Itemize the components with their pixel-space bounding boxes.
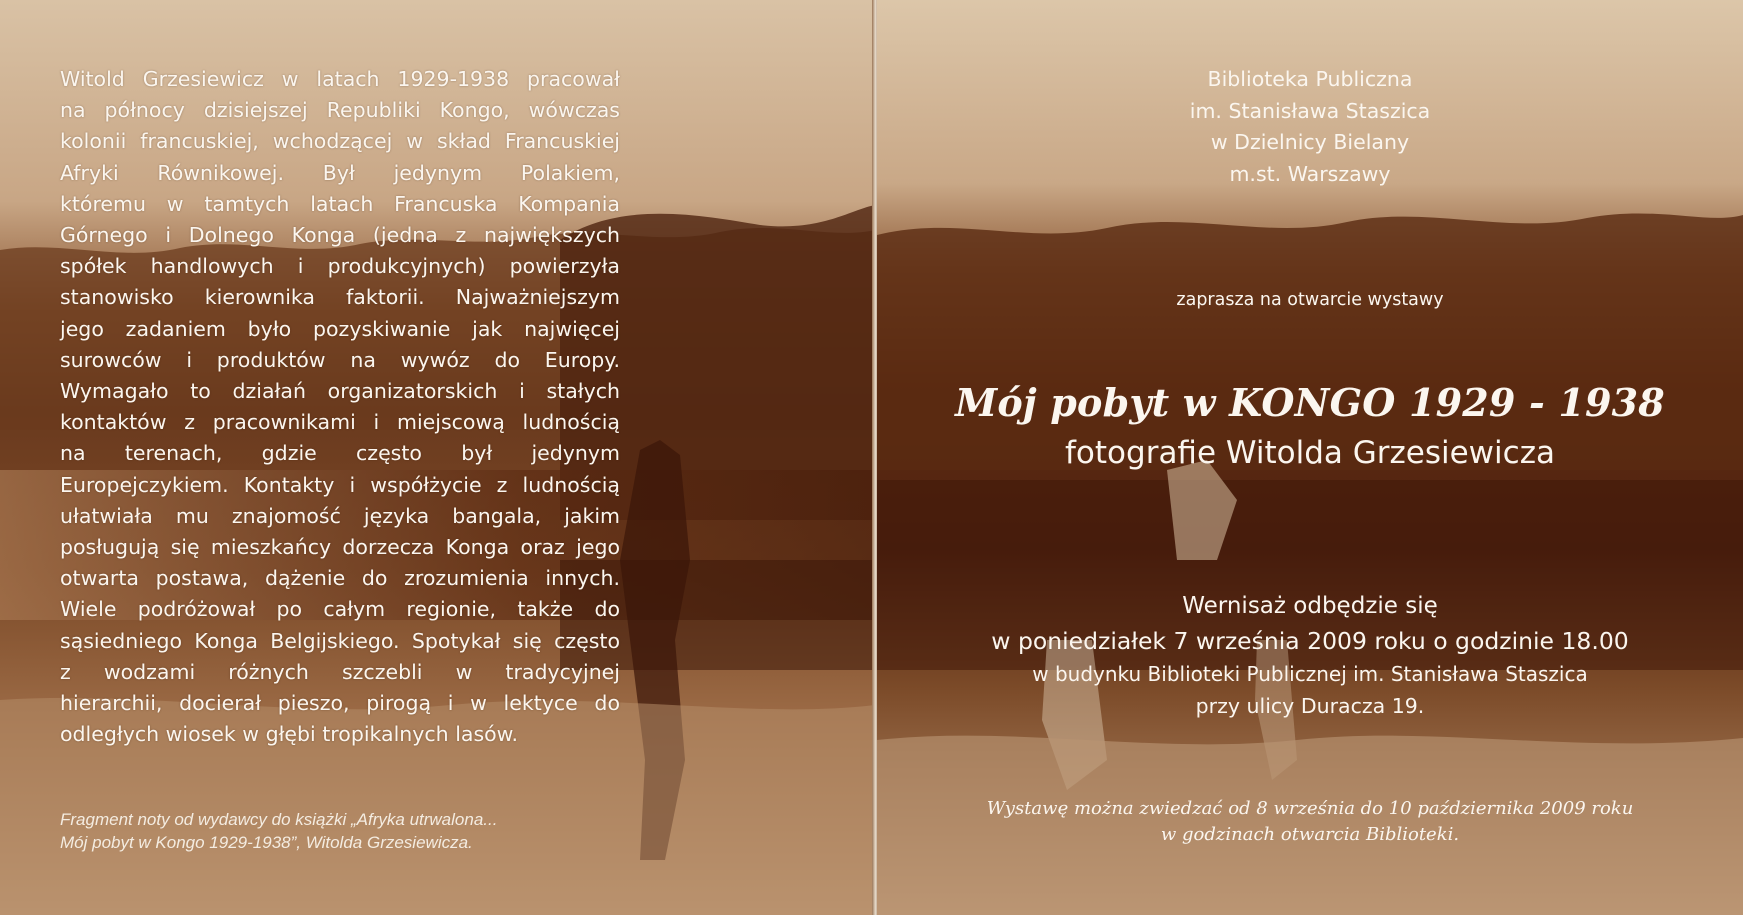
biography-line: Witold Grzesiewicz w latach 1929-1938 pracował (60, 67, 620, 91)
biography-line: otwarta postawa, dążenie do zrozumienia innych. (60, 566, 620, 591)
biography-line: surowców i produktów na wywóz do Europy. (60, 347, 620, 372)
biography-line: Afryki Równikowej. Był jedynym Polakiem, (60, 160, 620, 185)
biography-line: posługują się mieszkańcy dorzecza Konga oraz jego (60, 535, 620, 560)
biography-line: spółek handlowych i produkcyjnych) powierzyła (60, 254, 620, 279)
exhibition-title-text: Mój pobyt w KONGO 1929 - 1938 (955, 380, 1665, 425)
biography-line: kontaktów z pracownikami i miejscową ludnością (60, 410, 620, 435)
biography-line: na terenach, gdzie często był jedynym (60, 441, 620, 466)
biography-line: z wodzami różnych szczebli w tradycyjnej (60, 659, 620, 684)
biography-line: hierarchii, docierał pieszo, pirogą i w lektyce do (60, 691, 620, 716)
biography-text (60, 64, 620, 750)
biography-line: Górnego i Dolnego Konga (jedna z największych (60, 223, 620, 248)
biography-line: na północy dzisiejszej Republiki Kongo, wówczas (60, 98, 620, 123)
invitation-line: zaprasza na otwarcie wystawy (1176, 290, 1444, 310)
library-line: Biblioteka Publiczna (1207, 67, 1413, 91)
caption-line: Fragment noty od wydawcy do książki „Afryka utrwalona... (60, 810, 498, 829)
exhibition-hours (877, 796, 1743, 848)
biography-line: kolonii francuskiej, wchodzącej w skład Francuskiej (60, 129, 620, 154)
vernissage-line: Wernisaż odbędzie się (1182, 593, 1438, 619)
invitation-text (877, 288, 1743, 312)
library-line: w Dzielnicy Bielany (1210, 130, 1410, 154)
biography-line: ułatwiała mu znajomość języka bangala, jakim (60, 503, 620, 528)
exhibition-title (877, 380, 1743, 426)
exhibition-subtitle (877, 434, 1743, 472)
hours-line: Wystawę można zwiedzać od 8 września do 10 października 2009 roku (986, 798, 1634, 819)
biography-line: Europejczykiem. Kontakty i współżycie z ludnością (60, 472, 620, 497)
library-line: m.st. Warszawy (1229, 161, 1391, 186)
hours-line: w godzinach otwarcia Biblioteki. (1160, 824, 1460, 845)
biography-line: Wymagało to działań organizatorskich i stałych (60, 379, 620, 404)
biography-line: któremu w tamtych latach Francuska Kompania (60, 191, 620, 216)
vernissage-info (877, 590, 1743, 722)
biography-line: odległych wiosek w głębi tropikalnych lasów. (60, 722, 519, 747)
vernissage-date: w poniedziałek 7 września 2009 roku o godzinie 18.00 (991, 627, 1629, 655)
vernissage-address: przy ulicy Duracza 19. (1195, 694, 1425, 718)
library-name (877, 64, 1743, 190)
biography-line: stanowisko kierownika faktorii. Najważniejszym (60, 285, 620, 310)
vernissage-venue: w budynku Biblioteki Publicznej im. Stanisława Staszica (1032, 662, 1588, 686)
source-caption (60, 808, 620, 854)
right-panel (877, 0, 1743, 915)
caption-line: Mój pobyt w Kongo 1929-1938”, Witolda Grzesiewicza. (60, 833, 473, 852)
biography-line: jego zadaniem było pozyskiwanie jak najwięcej (60, 316, 620, 341)
biography-line: Wiele podróżował po całym regionie, także do (60, 597, 620, 622)
biography-line: sąsiedniego Konga Belgijskiego. Spotykał się często (60, 628, 620, 653)
library-line: im. Stanisława Staszica (1189, 98, 1431, 123)
exhibition-subtitle-text: fotografie Witolda Grzesiewicza (1065, 435, 1555, 471)
